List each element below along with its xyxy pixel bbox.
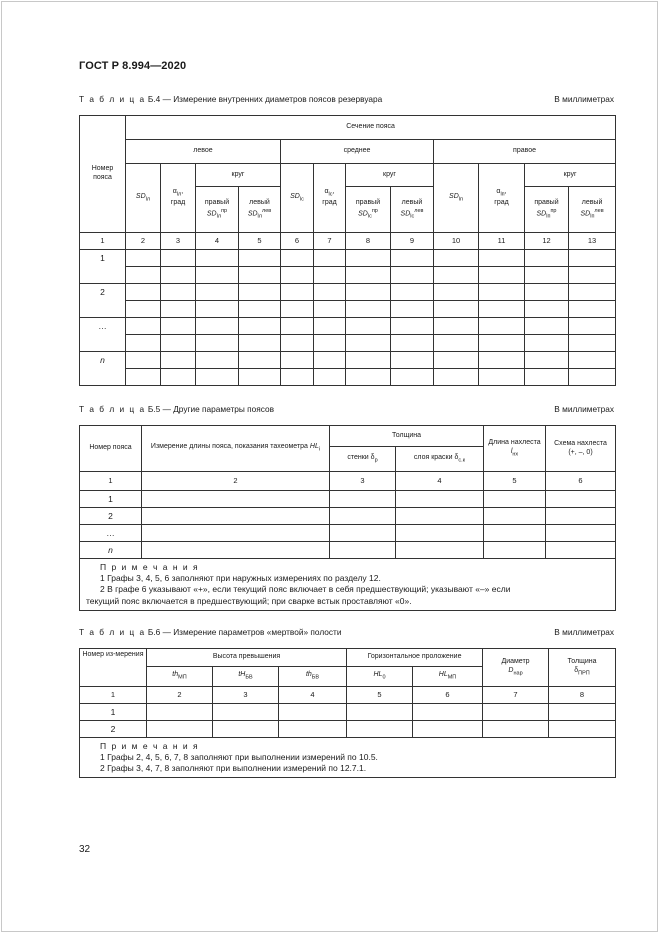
header-thickness: Толщина [330, 426, 484, 447]
header-th-bv-2: $th_{БВ}$ [279, 667, 347, 687]
header-overlap-scheme: Схема нахлеста (+, –, 0) [546, 426, 616, 472]
table-b5 [79, 425, 616, 611]
standard-header: ГОСТ Р 8.994—2020 [79, 60, 187, 72]
table-row: 2 [80, 284, 616, 301]
header-overlap-length: Длина нахлеста $l_{нх}$ [484, 426, 546, 472]
table-row: 1 [80, 250, 616, 267]
header-hl-mp: $HL_{МП}$ [413, 667, 483, 687]
header-right: правое [434, 140, 616, 164]
header-diameter: Диаметр $D_{нар}$ [483, 649, 549, 687]
table-row [80, 267, 616, 284]
header-length: Измерение длины пояса, показания тахеометра $HL_i$ [142, 426, 330, 472]
header-right-circle-m: правый $SD_{lc}^{пр}$ [346, 187, 391, 233]
table-b4-caption [79, 94, 614, 104]
column-numbers-row: 1 2 3 4 5 6 7 8 9 10 11 12 13 [80, 233, 616, 250]
header-hl0: $HL_0$ [347, 667, 413, 687]
column-numbers-row: 1 2 3 4 5 6 7 8 [80, 687, 616, 704]
table-row: n [80, 352, 616, 369]
header-measurement-number: Номер из-мерения [80, 649, 147, 687]
header-circle-left: круг [196, 164, 281, 187]
table-row: … [80, 318, 616, 335]
table-notes: П р и м е ч а н и я 1 Графы 2, 4, 5, 6, 7, 8 заполняют при выполнении измерений по 10.5. 2 Графы 3, 4, 7, 8 заполняют при выполнении измерений по 12.7.1. [80, 738, 616, 778]
header-thickness: Толщина $\delta_{ПРП}$ [549, 649, 616, 687]
header-horizontal: Горизонтальное проложение [347, 649, 483, 667]
header-left-circle-r: левый $SD_{lп}^{лев}$ [569, 187, 616, 233]
table-row: n [80, 542, 616, 559]
notes-row [80, 738, 616, 778]
table-b4 [79, 115, 616, 386]
table-row: 1 [80, 491, 616, 508]
table-units: В миллиметрах [554, 404, 614, 414]
header-elevation: Высота превышения [147, 649, 347, 667]
column-numbers-row: 1 2 3 4 5 6 [80, 472, 616, 491]
table-label: Т а б л и ц а [79, 627, 146, 637]
table-row: 2 [80, 508, 616, 525]
header-sd-left: $SD_{lл}$ [126, 164, 161, 233]
table-b5-caption [79, 404, 614, 414]
table-label: Т а б л и ц а [79, 404, 146, 414]
header-right-circle-r: правый $SD_{lп}^{пр}$ [525, 187, 569, 233]
header-left-circle-m: левый $SD_{lc}^{лев}$ [391, 187, 434, 233]
table-row: … [80, 525, 616, 542]
notes-row [80, 559, 616, 611]
table-units: В миллиметрах [554, 627, 614, 637]
header-alpha-mid: $\alpha_{lc}$, град [314, 164, 346, 233]
header-th-mp: $th_{МП}$ [147, 667, 213, 687]
header-belt-number: Номер пояса [80, 116, 126, 233]
header-sd-mid: $SD_{lc}$ [281, 164, 314, 233]
header-circle-mid: круг [346, 164, 434, 187]
header-right-circle-l: правый $SD_{lл}^{пр}$ [196, 187, 239, 233]
table-notes: П р и м е ч а н и я 1 Графы 3, 4, 5, 6 заполняют при наружных измерениях по разделу 12. 2 В графе 6 указывают «+», если текущий пояс включает в себя предшествующий; указывают «–» если текущий пояс включается в предшествующий; при сварке встык проставляют «0». [80, 559, 616, 611]
table-b6 [79, 648, 616, 778]
table-title: Б.6 — Измерение параметров «мертвой» полости [147, 627, 342, 637]
table-b6-caption [79, 627, 614, 637]
header-middle: среднее [281, 140, 434, 164]
header-alpha-right: $\alpha_{lп}$, град [479, 164, 525, 233]
header-th-bv-1: $tH_{БВ}$ [213, 667, 279, 687]
table-units: В миллиметрах [554, 94, 614, 104]
header-alpha-left: $\alpha_{lл}$, град [161, 164, 196, 233]
header-circle-right: круг [525, 164, 616, 187]
header-left-circle-l: левый $SD_{lл}^{лев}$ [239, 187, 281, 233]
header-left: левое [126, 140, 281, 164]
header-paint: слоя краски $\delta_{с.к}$ [396, 447, 484, 472]
header-section: Сечение пояса [126, 116, 616, 140]
table-row [80, 369, 616, 386]
header-wall: стенки $\delta_р$ [330, 447, 396, 472]
table-label: Т а б л и ц а [79, 94, 146, 104]
header-belt-number: Номер пояса [80, 426, 142, 472]
table-row: 1 [80, 704, 616, 721]
table-row: 2 [80, 721, 616, 738]
page-number: 32 [79, 844, 91, 855]
table-title: Б.5 — Другие параметры поясов [147, 404, 274, 414]
table-row [80, 301, 616, 318]
table-title: Б.4 — Измерение внутренних диаметров поясов резервуара [147, 94, 383, 104]
header-sd-right: $SD_{lп}$ [434, 164, 479, 233]
table-row [80, 335, 616, 352]
